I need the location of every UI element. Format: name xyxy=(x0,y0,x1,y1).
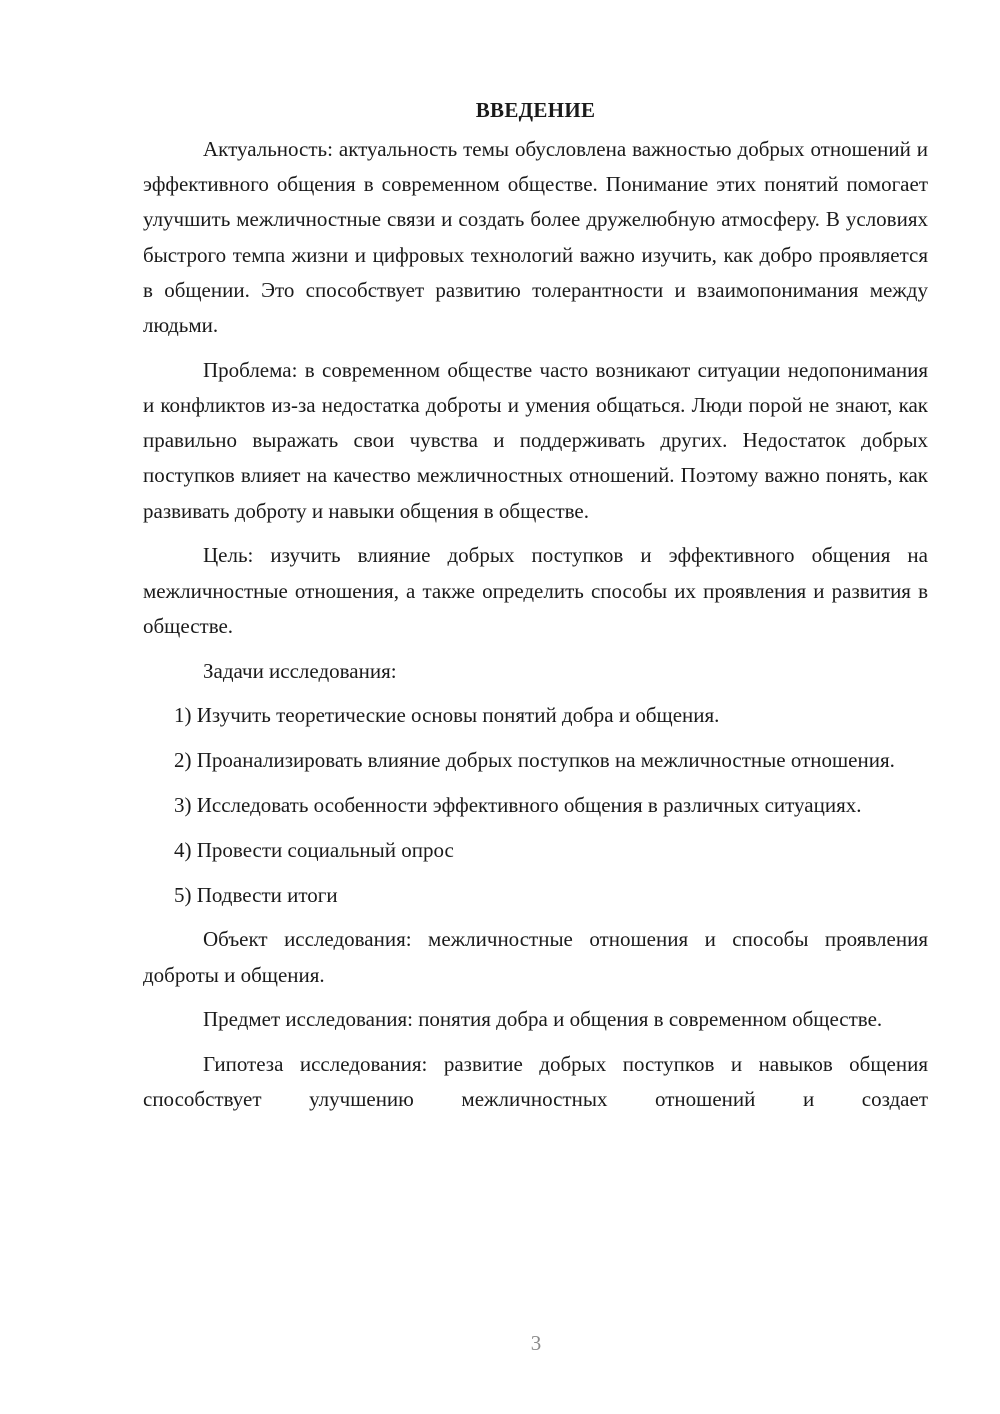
list-item: 5) Подвести итоги xyxy=(174,882,338,907)
paragraph-object: Объект исследования: межличностные отношения и способы проявления доброты и общения. xyxy=(143,927,928,987)
paragraph-problem: Проблема: в современном обществе часто возникают ситуации недопонимания и конфликтов из-за недостатка доброты и умения общаться. Люди порой не знают, как правильно выражать свои чувства и поддерживать других. Недостаток добрых поступков влияет на качество межличностных отношений. Поэтому важно понять, как развивать доброту и навыки общения в обществе. xyxy=(143,357,928,523)
paragraph-subject: Предмет исследования: понятия добра и общения в современном обществе. xyxy=(203,1007,883,1032)
paragraph-goal: Цель: изучить влияние добрых поступков и эффективного общения на межличностные отношения, а также определить способы их проявления и развития в обществе. xyxy=(143,543,928,638)
document-page xyxy=(143,92,928,1127)
page-title: ВВЕДЕНИЕ xyxy=(475,98,596,122)
list-item: 4) Провести социальный опрос xyxy=(174,837,454,862)
paragraph-hypothesis: Гипотеза исследования: развитие добрых поступков и навыков общения способствует улучшению межличностных отношений и создает xyxy=(143,1052,928,1112)
paragraph-relevance: Актуальность: актуальность темы обусловлена важностью добрых отношений и эффективного общения в современном обществе. Понимание этих понятий помогает улучшить межличностные связи и создать более дружелюбную атмосферу. В условиях быстрого темпа жизни и цифровых технологий важно изучить, как добро проявляется в общении. Это способствует развитию толерантности и взаимопонимания между людьми. xyxy=(143,137,928,338)
tasks-list xyxy=(143,698,928,912)
page-number: 3 xyxy=(530,1331,542,1355)
list-item: 1) Изучить теоретические основы понятий добра и общения. xyxy=(174,703,720,728)
tasks-heading: Задачи исследования: xyxy=(203,658,397,683)
list-item: 2) Проанализировать влияние добрых поступков на межличностные отношения. xyxy=(174,748,895,773)
list-item: 3) Исследовать особенности эффективного общения в различных ситуациях. xyxy=(174,793,862,818)
